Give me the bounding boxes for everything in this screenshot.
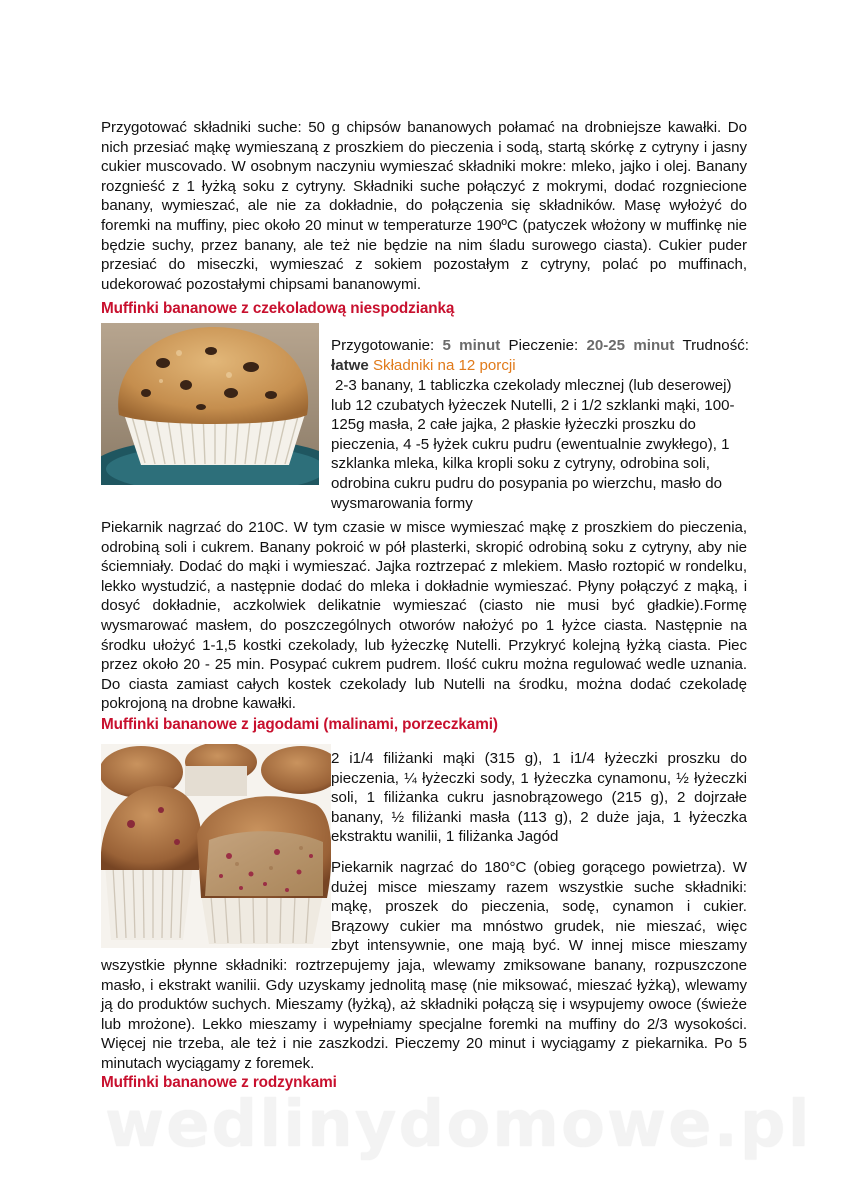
recipe2-instructions-line: Brązowy cukier ma mnóstwo grudek, nie mieszać, więc [331, 917, 747, 935]
prep-label: Przygotowanie: [331, 337, 435, 354]
recipe2-title: Muffinki bananowe z jagodami (malinami, porzeczkami) [101, 716, 498, 733]
recipe1-ingredients: 2-3 banany, 1 tabliczka czekolady mlecznej (lub deserowej) lub 12 czubatych łyżeczek Nutelli, 2 i 1/2 szklanki mąki, 100-125g masła, 2 całe jajka, 2 płaskie łyżeczki proszku do pieczenia, 4 -5 łyżek cukru pudru (ewentualnie zwykłego), 1 szklanka mleka, kilka kropli soku z cytryny, odrobina soli, odrobina cukru pudru do posypania po wierzchu, masło do wysmarowania formy [331, 377, 735, 512]
servings-label: Składniki na 12 porcji [372, 356, 516, 374]
recipe3-title: Muffinki bananowe z rodzynkami [101, 1074, 337, 1091]
recipe2-instructions-line: dużej misce mieszamy razem wszystkie suche składniki: [331, 878, 747, 896]
recipe2-ingredients: 2 i1/4 filiżanki mąki (315 g), 1 i1/4 łyżeczki proszku do pieczenia, ¼ łyżeczki sody, 1 łyżeczka cynamonu, ½ łyżeczki soli, 1 filiżanka cukru jasnobrązowego (215 g), 2 dojrzałe banany, ½ filiżanki masła (113 g), 2 duże jaja, 1 łyżeczka ekstraktu wanilii, 1 filiżanka Jagód [331, 750, 747, 846]
recipe2-instructions-line: mąkę, proszek do pieczenia, sodę, cynamon i cukier. [331, 898, 747, 916]
prep-value: 5 minut [442, 337, 501, 354]
recipe2-instructions-line: Piekarnik nagrzać do 180°C (obieg gorącego powietrza). W [331, 859, 747, 876]
bake-label: Pieczenie: [508, 337, 579, 354]
difficulty-value: łatwe [331, 356, 369, 374]
recipe2-instructions-side [331, 858, 747, 956]
recipe1-title: Muffinki bananowe z czekoladową niespodzianką [101, 300, 455, 317]
bake-value: 20-25 minut [586, 337, 675, 354]
watermark: wedlinydomowe.pl [105, 1088, 812, 1162]
muffin-berry-photo [101, 744, 331, 948]
recipe2-instructions-rest: wszystkie płynne składniki: roztrzepujemy jaja, wlewamy zmiksowane banany, rozpuszczone masło, i ekstrakt wanilii. Gdy uzyskamy jednolitą masę (nie miksować, mieszać łyżką), wlewamy ją do produktów suchych. Mieszamy (łyżką), aż składniki połączą się i wsypujemy owoce (świeże lub mrożone). Lekko mieszamy i wypełniamy specjalne foremki na muffiny do 2/3 wysokości. Więcej nie trzeba, ale też i nie zaszkodzi. Pieczemy 20 minut i wyciągamy z piekarnika. Po 5 minutach wyciągamy z foremek. [101, 957, 747, 1072]
difficulty-label: Trudność: [682, 337, 749, 354]
muffin-chocolate-photo [101, 323, 319, 485]
recipe1-meta [331, 336, 749, 375]
intro-paragraph: Przygotować składniki suche: 50 g chipsów bananowych połamać na drobniejsze kawałki. Do nich przesiać mąkę wymieszaną z proszkiem do pieczenia i sodą, startą skórkę z cytryny i jasny cukier muscovado. W osobnym naczyniu wymieszać składniki mokre: mleko, jajko i olej. Banany rozgnieść z 1 łyżką soku z cytryny. Składniki suche połączyć z mokrymi, dodać rozgniecione banany, wymieszać, ale nie za dokładnie, do połączenia się składników. Masę wyłożyć do foremki na muffiny, piec około 20 minut w temperaturze 190ºC (patyczek włożony w muffinkę nie będzie suchy, przez banany, ale też nie będzie na nim śladu surowego ciasta). Cukier puder przesiać do miseczki, wymieszać z sokiem pozostałym z cytryny, polać po muffinach, udekorować pozostałymi chipsami bananowymi. [101, 119, 747, 293]
recipe2-instructions-line: zbyt intensywnie, one mają być. W innej misce mieszamy [331, 937, 747, 955]
recipe1-instructions: Piekarnik nagrzać do 210C. W tym czasie w misce wymieszać mąkę z proszkiem do pieczenia, odrobiną soli i cukrem. Banany pokroić w pół plasterki, skropić odrobiną soku z cytryny, aby nie ściemniały. Dodać do mąki i wymieszać. Jajka roztrzepać z mlekiem. Masło roztopić w rondelku, lekko wystudzić, a następnie dodać do mleka i dokładnie wymieszać. Płyny połączyć z mąką, i dosyć dokładnie, aczkolwiek delikatnie wymieszać (ciasto nie musi być gładkie).Formę wysmarować masłem, do poszczególnych otworów nałożyć po 1 łyżce ciasta. Następnie na środku ułożyć 1-1,5 kostki czekolady, lub łyżeczkę Nutelli. Przykryć kolejną łyżką ciasta. Piec przez około 20 - 25 min. Posypać cukrem pudrem. Ilość cukru można regulować wedle uznania. Do ciasta zamiast całych kostek czekolady lub Nutelli na środku, można dodać czekoladę pokrojoną na drobne kawałki. [101, 519, 747, 713]
